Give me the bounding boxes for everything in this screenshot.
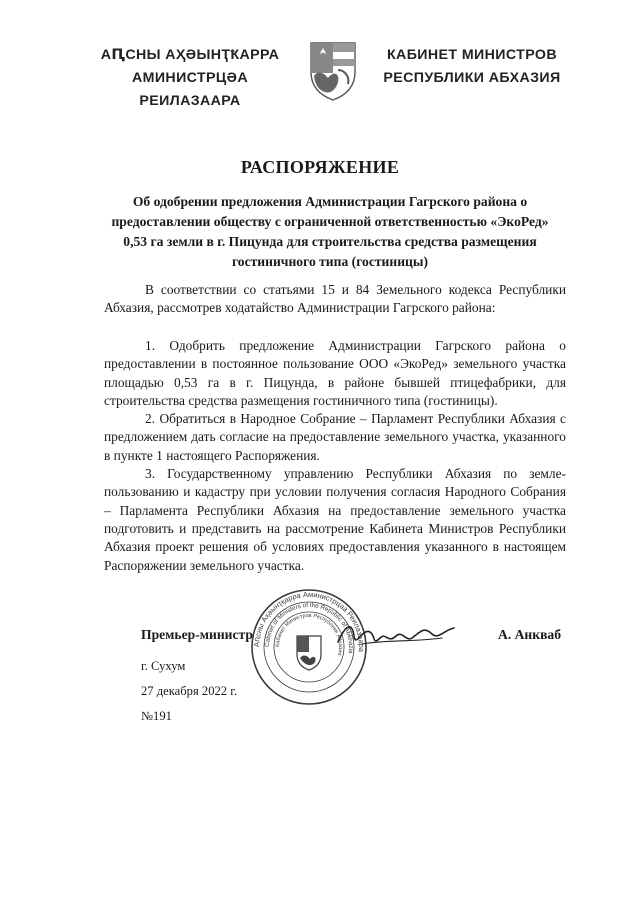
document-title: РАСПОРЯЖЕНИЕ [240, 157, 400, 177]
item-2: 2. Обратиться в Народное Собрание – Парламент Республики Абхазия с предложением дать согласие на предоставление земельного участка, указанного в пункте 1 настоящего Распоряжения. [104, 411, 566, 463]
place: г. Сухум [141, 659, 186, 673]
document-subject: Об одобрении предложения Администрации Гагрского района о предоставлении обществу с ограниченной ответственностью «ЭкоРед» 0,53 га земли в г. Пицунда для строительства средства размещения гостиничного типа (гостиницы) [111, 194, 549, 269]
state-emblem-icon [308, 40, 358, 102]
signature-icon [332, 618, 462, 654]
seal-middle-text: Cabinet of Ministers of the Republic of Abkhazia [263, 601, 355, 654]
header-right-line1: КАБИНЕТ МИНИСТРОВ [387, 47, 557, 63]
signatory-name: А. Анкваб [498, 627, 562, 642]
date: 27 декабря 2022 г. [141, 684, 238, 698]
preamble: В соответствии со статьями 15 и 84 Земельного кодекса Республики Абхазия, рассмотрев ходатайство Администрации Гагрского района: [104, 282, 566, 316]
signatory-position: Премьер-министр [141, 627, 253, 642]
seal-outer-text: Аԥсны Аҳәынҭқарра Аминистрцәа Реилазаара [251, 589, 367, 653]
header-left-line1: АԤСНЫ АҲӘЫНҬҞАРРА [100, 47, 280, 63]
header-left-line2: АМИНИСТРЦӘА РЕИЛАЗААРА [131, 70, 249, 109]
document-number: №191 [141, 709, 172, 723]
item-3: 3. Государственному управлению Республики Абхазия по земле-пользованию и кадастру при условии получения согласия Народного Собрания – Парламента Республики Абхазия на предоставление земельного участка подготовить и представить на рассмотрение Кабинета Министров Республики Абхазия проект решения об условиях предоставления указанного в настоящем Распоряжении земельного участка. [104, 466, 566, 573]
item-1: 1. Одобрить предложение Администрации Гагрского района о предоставлении в постоянное пользование ООО «ЭкоРед» земельного участка площадью 0,53 га в г. Пицунда, в районе бывшей птицефабрики, для строительства средства размещения гостиничного типа (гостиницы). [104, 338, 566, 408]
header-left [80, 44, 300, 113]
items-list [104, 337, 566, 575]
header-right [362, 44, 582, 90]
seal-inner-text: Кабинет Министров Республики Абхазия [274, 612, 344, 656]
header-right-line2: РЕСПУБЛИКИ АБХАЗИЯ [383, 70, 561, 86]
